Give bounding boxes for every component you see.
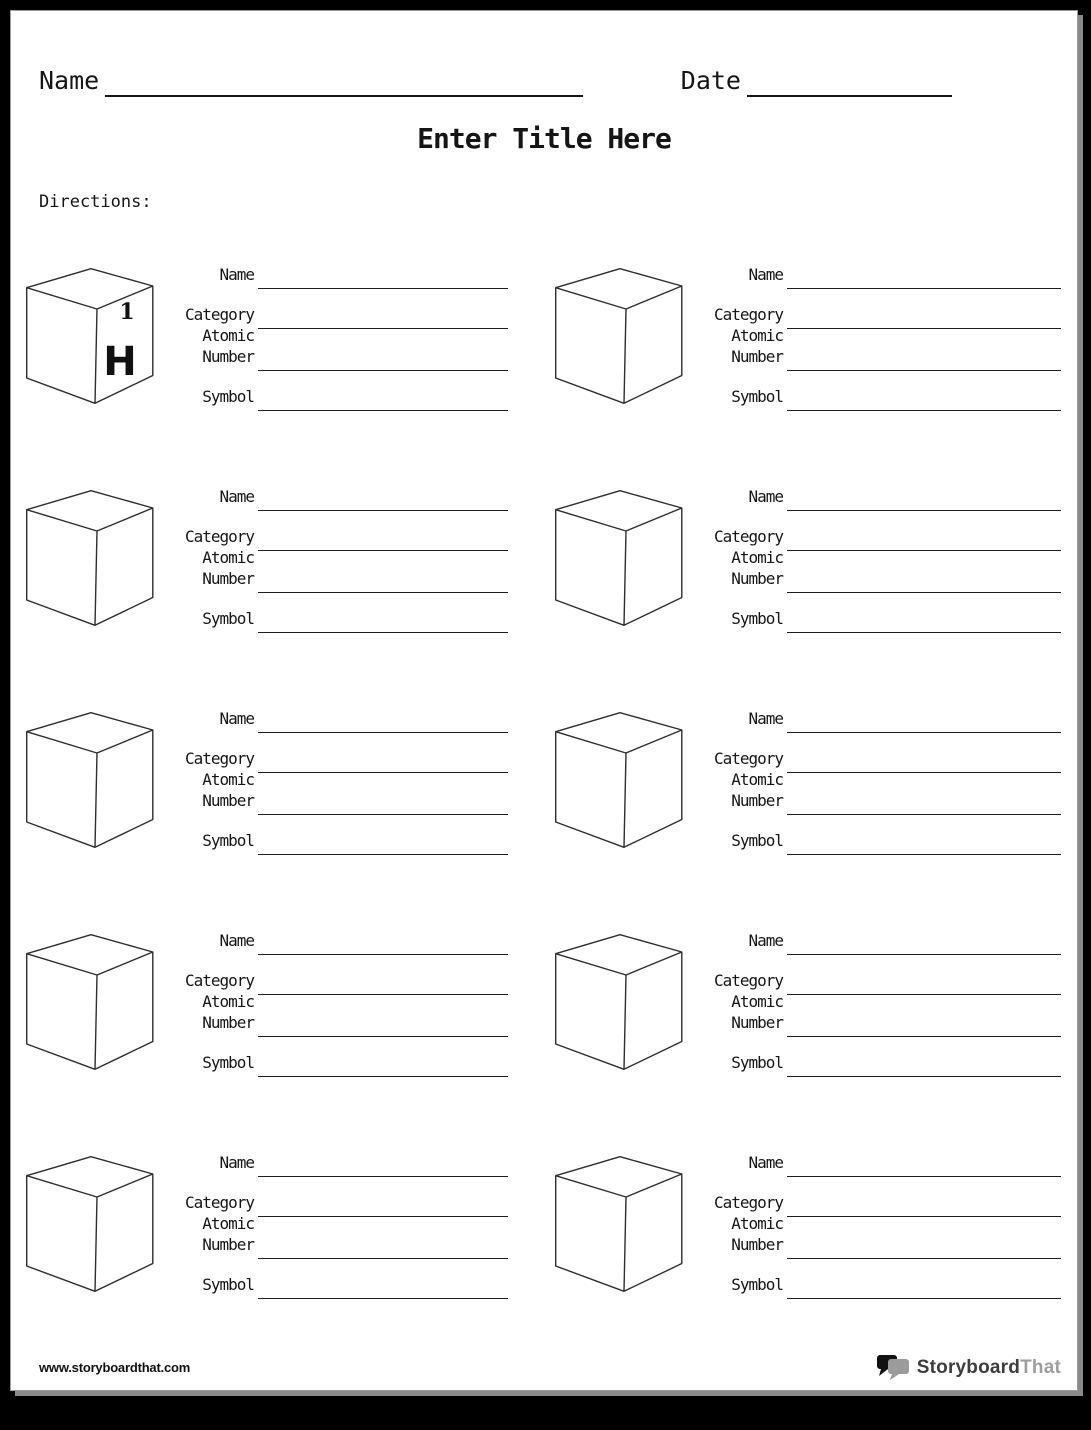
field-label-name: Name (748, 709, 783, 728)
element-cube (26, 712, 154, 848)
card-fields (154, 1137, 511, 1299)
field-row-category (154, 511, 511, 551)
field-label-category: Category (713, 971, 783, 990)
fill-in-line-category[interactable] (258, 328, 508, 329)
field-row-name (154, 471, 511, 511)
field-row-name (154, 693, 511, 733)
field-row-category (683, 511, 1064, 551)
field-label-category: Category (184, 749, 254, 768)
field-row-atomic-number (683, 1214, 1064, 1259)
fill-in-line-category[interactable] (258, 550, 508, 551)
field-row-name (683, 471, 1064, 511)
element-symbol-on-cube: H (103, 339, 137, 385)
fill-in-line-symbol[interactable] (258, 410, 508, 411)
card-fields (683, 249, 1064, 411)
field-row-symbol (683, 1259, 1064, 1299)
field-label-category: Category (713, 305, 783, 324)
fill-in-line-symbol[interactable] (787, 854, 1061, 855)
element-cube (555, 490, 683, 626)
element-card-5 (26, 696, 511, 855)
field-row-symbol (154, 1259, 511, 1299)
date-blank-line[interactable] (747, 95, 952, 97)
field-row-category (154, 955, 511, 995)
field-label-atomic-number: Atomic Number (202, 770, 254, 810)
field-label-name: Name (219, 487, 254, 506)
fill-in-line-category[interactable] (787, 550, 1061, 551)
cube-3d-icon (26, 934, 154, 1070)
element-cube (26, 1156, 154, 1292)
speech-bubbles-icon (876, 1354, 910, 1381)
fill-in-line-name[interactable] (258, 732, 508, 733)
element-cube (26, 934, 154, 1070)
field-label-name: Name (219, 265, 254, 284)
field-row-symbol (154, 1037, 511, 1077)
element-card-9 (26, 1140, 511, 1299)
fill-in-line-category[interactable] (787, 1216, 1061, 1217)
element-cube (555, 268, 683, 404)
field-row-atomic-number (154, 992, 511, 1037)
field-row-atomic-number (683, 770, 1064, 815)
field-label-symbol: Symbol (731, 1275, 783, 1294)
fill-in-line-atomic-number[interactable] (787, 370, 1061, 371)
field-label-atomic-number: Atomic Number (202, 1214, 254, 1254)
fill-in-line-atomic-number[interactable] (258, 592, 508, 593)
field-label-atomic-number: Atomic Number (202, 992, 254, 1032)
header (39, 67, 952, 97)
fill-in-line-atomic-number[interactable] (258, 1036, 508, 1037)
fill-in-line-category[interactable] (787, 328, 1061, 329)
worksheet-title-placeholder[interactable]: Enter Title Here (417, 122, 671, 155)
directions-label: Directions: (39, 192, 152, 212)
fill-in-line-atomic-number[interactable] (258, 370, 508, 371)
field-label-atomic-number: Atomic Number (731, 1214, 783, 1254)
field-row-name (683, 1137, 1064, 1177)
field-label-symbol: Symbol (202, 609, 254, 628)
field-label-symbol: Symbol (731, 1053, 783, 1072)
fill-in-line-symbol[interactable] (787, 410, 1061, 411)
fill-in-line-category[interactable] (258, 772, 508, 773)
cube-3d-icon (26, 712, 154, 848)
field-label-name: Name (748, 931, 783, 950)
element-card-7 (26, 918, 511, 1077)
field-row-category (683, 955, 1064, 995)
fill-in-line-name[interactable] (787, 510, 1061, 511)
field-label-name: Name (748, 487, 783, 506)
brand-part-that: That (1020, 1356, 1061, 1378)
student-name-blank-line[interactable] (105, 95, 583, 97)
fill-in-line-name[interactable] (258, 510, 508, 511)
fill-in-line-category[interactable] (787, 772, 1061, 773)
field-label-symbol: Symbol (731, 387, 783, 406)
field-label-symbol: Symbol (731, 609, 783, 628)
field-row-atomic-number (154, 548, 511, 593)
field-row-atomic-number (154, 770, 511, 815)
field-row-category (154, 289, 511, 329)
fill-in-line-symbol[interactable] (258, 1076, 508, 1077)
field-label-name: Name (219, 709, 254, 728)
fill-in-line-atomic-number[interactable] (787, 814, 1061, 815)
field-label-atomic-number: Atomic Number (731, 326, 783, 366)
field-row-name (683, 693, 1064, 733)
field-label-atomic-number: Atomic Number (731, 548, 783, 588)
field-label-name: Name (219, 931, 254, 950)
fill-in-line-name[interactable] (787, 1176, 1061, 1177)
card-fields (683, 471, 1064, 633)
element-card-2 (555, 252, 1064, 411)
field-label-symbol: Symbol (202, 387, 254, 406)
field-label-category: Category (184, 971, 254, 990)
field-label-atomic-number: Atomic Number (731, 992, 783, 1032)
field-row-name (154, 1137, 511, 1177)
element-cube (26, 490, 154, 626)
fill-in-line-atomic-number[interactable] (787, 1036, 1061, 1037)
field-row-symbol (154, 371, 511, 411)
worksheet-page (10, 10, 1078, 1391)
fill-in-line-symbol[interactable] (787, 1076, 1061, 1077)
field-row-atomic-number (683, 326, 1064, 371)
fill-in-line-symbol[interactable] (258, 854, 508, 855)
element-card-6 (555, 696, 1064, 855)
field-row-category (154, 733, 511, 773)
fill-in-line-category[interactable] (787, 994, 1061, 995)
fill-in-line-atomic-number[interactable] (258, 1258, 508, 1259)
card-fields (683, 693, 1064, 855)
field-row-category (154, 1177, 511, 1217)
field-row-atomic-number (154, 326, 511, 371)
field-row-category (683, 289, 1064, 329)
fill-in-line-category[interactable] (258, 994, 508, 995)
field-row-symbol (683, 1037, 1064, 1077)
cube-3d-icon (555, 934, 683, 1070)
field-row-symbol (683, 593, 1064, 633)
website-url: www.storyboardthat.com (39, 1360, 191, 1375)
field-row-atomic-number (683, 548, 1064, 593)
student-name-group (39, 67, 583, 97)
field-label-symbol: Symbol (202, 1275, 254, 1294)
fill-in-line-name[interactable] (787, 732, 1061, 733)
card-fields (154, 915, 511, 1077)
element-card-4 (555, 474, 1064, 633)
storyboardthat-logo (876, 1354, 1061, 1381)
cube-3d-icon (555, 712, 683, 848)
element-cube (555, 934, 683, 1070)
fill-in-line-name[interactable] (258, 288, 508, 289)
field-label-atomic-number: Atomic Number (731, 770, 783, 810)
fill-in-line-atomic-number[interactable] (787, 592, 1061, 593)
field-row-atomic-number (683, 992, 1064, 1037)
date-group (681, 67, 952, 97)
field-label-name: Name (748, 1153, 783, 1172)
fill-in-line-name[interactable] (258, 1176, 508, 1177)
footer (39, 1354, 1061, 1381)
fill-in-line-name[interactable] (787, 954, 1061, 955)
field-row-name (154, 915, 511, 955)
element-cube (555, 712, 683, 848)
atomic-number-on-cube: 1 (119, 299, 135, 325)
field-label-atomic-number: Atomic Number (202, 548, 254, 588)
cube-3d-icon (555, 1156, 683, 1292)
fill-in-line-symbol[interactable] (258, 632, 508, 633)
field-row-name (683, 249, 1064, 289)
field-label-category: Category (713, 527, 783, 546)
element-cube (555, 1156, 683, 1292)
field-row-category (683, 733, 1064, 773)
field-row-symbol (154, 815, 511, 855)
fill-in-line-name[interactable] (258, 954, 508, 955)
date-label: Date (680, 66, 741, 95)
student-name-label: Name (39, 66, 100, 95)
card-fields (154, 471, 511, 633)
cube-3d-icon (26, 268, 154, 404)
fill-in-line-symbol[interactable] (787, 632, 1061, 633)
field-row-name (683, 915, 1064, 955)
field-label-name: Name (748, 265, 783, 284)
cards-grid (11, 252, 1077, 1299)
fill-in-line-name[interactable] (787, 288, 1061, 289)
field-row-category (683, 1177, 1064, 1217)
fill-in-line-atomic-number[interactable] (787, 1258, 1061, 1259)
element-card-8 (555, 918, 1064, 1077)
fill-in-line-atomic-number[interactable] (258, 814, 508, 815)
element-card-3 (26, 474, 511, 633)
cube-3d-icon (555, 490, 683, 626)
field-row-symbol (154, 593, 511, 633)
field-label-name: Name (219, 1153, 254, 1172)
field-label-category: Category (713, 749, 783, 768)
field-label-symbol: Symbol (202, 831, 254, 850)
field-row-symbol (683, 371, 1064, 411)
cube-3d-icon (26, 1156, 154, 1292)
cube-3d-icon (26, 490, 154, 626)
field-label-symbol: Symbol (202, 1053, 254, 1072)
fill-in-line-symbol[interactable] (787, 1298, 1061, 1299)
element-card-10 (555, 1140, 1064, 1299)
field-label-symbol: Symbol (731, 831, 783, 850)
field-label-category: Category (184, 1193, 254, 1212)
card-fields (683, 915, 1064, 1077)
cube-3d-icon (555, 268, 683, 404)
field-row-symbol (683, 815, 1064, 855)
field-label-category: Category (184, 305, 254, 324)
field-label-atomic-number: Atomic Number (202, 326, 254, 366)
element-cube (26, 268, 154, 404)
card-fields (683, 1137, 1064, 1299)
card-fields (154, 249, 511, 411)
brand-wordmark (917, 1357, 1061, 1379)
element-card-1 (26, 252, 511, 411)
field-row-name (154, 249, 511, 289)
fill-in-line-category[interactable] (258, 1216, 508, 1217)
fill-in-line-symbol[interactable] (258, 1298, 508, 1299)
field-row-atomic-number (154, 1214, 511, 1259)
field-label-category: Category (184, 527, 254, 546)
card-fields (154, 693, 511, 855)
field-label-category: Category (713, 1193, 783, 1212)
brand-part-storyboard: Storyboard (916, 1356, 1021, 1378)
